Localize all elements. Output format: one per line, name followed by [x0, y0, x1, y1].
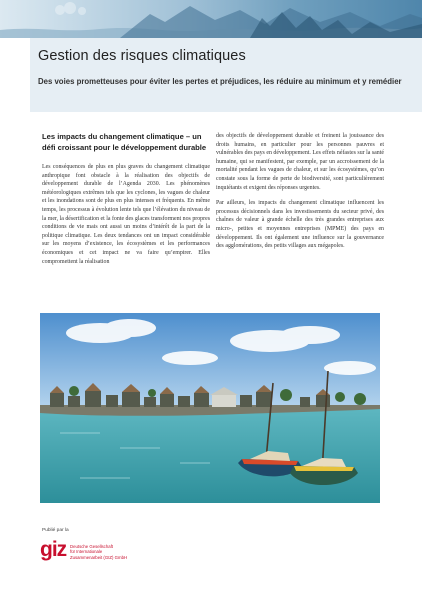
header-banner-image — [0, 0, 422, 38]
organization-name-line: für Internationale — [70, 549, 103, 555]
section-heading: Les impacts du changement climatique – un défi croissant pour le développement durable — [42, 132, 207, 152]
page-subtitle: Des voies prometteuses pour éviter les pertes et préjudices, les réduire au minimum et y remédier — [38, 77, 402, 86]
island-boats-photo — [40, 313, 380, 503]
left-column — [42, 132, 210, 273]
body-paragraph: des objectifs de développement durable et freinent la jouissance des droits humains, en particulier pour les personnes pauvres et vulnérables des pays en développement. Les effets néfastes sur la santé humaine, qui se manifestent, par exemple, par un accroissement de la mortalité pendant les vagues de chaleur, et sur les écosystèmes, qu’on constate sous la forme de perte de biodiversité, sont particulièrement inquiétants et exigent des réponses urgentes. — [216, 133, 384, 191]
title-block — [30, 38, 422, 112]
body-paragraph: Par ailleurs, les impacts du changement climatique influencent les processus décisionnels dans les investissements du secteur privé, des chaînes de valeur à grande échelle des très grandes entreprises aux micro-, petites et moyennes entreprises (MPME) des pays en développement. Ils ont également une influence sur la gouvernance des agglomérations, des petits villages aux mégapoles. — [216, 200, 384, 250]
organization-name-line: Deutsche Gesellschaft — [70, 544, 113, 549]
right-column — [216, 132, 384, 258]
body-paragraph: Les conséquences de plus en plus graves du changement climatique anthropique font obstacle à la réalisation des objectifs de développement durable de l’Agenda 2030. Les phénomènes météorologiques extrêmes tels que les cyclones, les vagues de chaleur et les inondations sont de plus en plus intenses et fréquents. En même temps, les processus à évolution lente tels que l’élévation du niveau de la mer, la désertification et la fonte des glaces transforment nos propres conditions de vie mais ont aussi un moins d’intérêt de la part de la politique climatique. Les deux tendances ont un impact considérable sur les moyens d’existence, les écosystèmes et les performances économiques et cet impact ne va faire qu’empirer. Elles compromettent la réalisation — [42, 164, 210, 265]
organization-name — [70, 544, 130, 560]
giz-logo — [40, 539, 160, 563]
page-title: Gestion des risques climatiques — [38, 48, 246, 64]
organization-name-line: Zusammenarbeit (GIZ) GmbH — [70, 554, 128, 560]
published-by-label: Publié par la — [42, 528, 69, 533]
giz-logo-text: giz — [40, 538, 67, 561]
